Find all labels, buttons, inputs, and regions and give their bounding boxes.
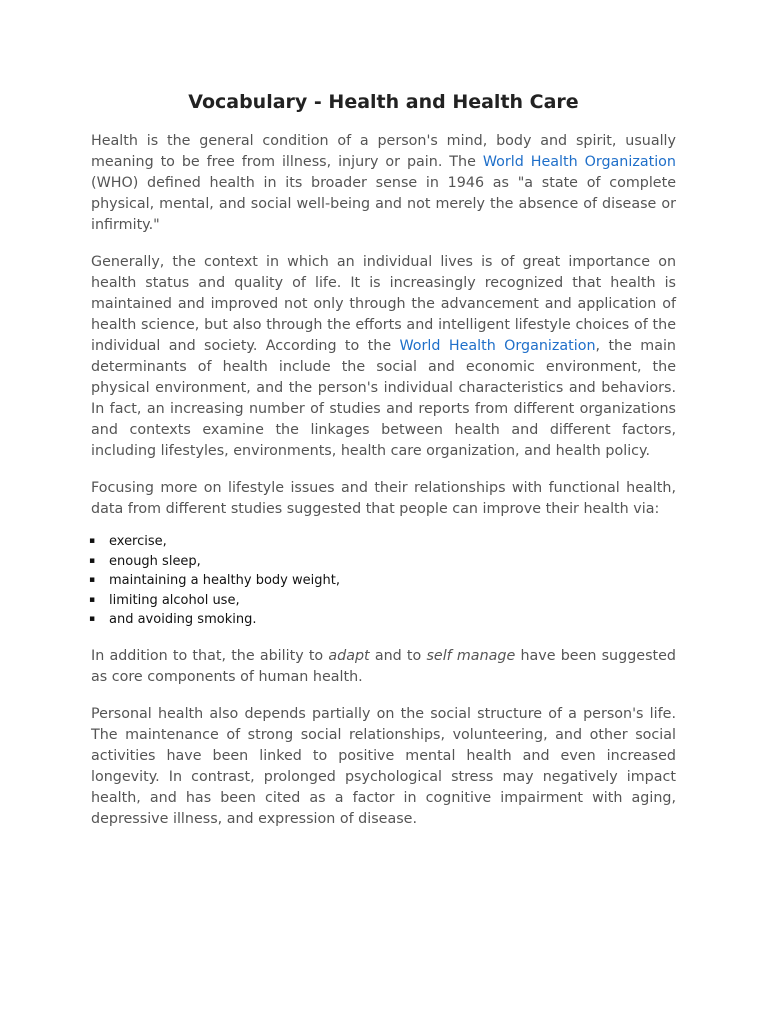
paragraph-text: , the main determinants of health include the social and economic environment, the physical environment, and the person's individual characteristics and behaviors. In fact, an increasing number of studies and reports from different organizations and contexts examine the linkages between health and different factors, including lifestyles, environments, health care organization, and health policy. bbox=[91, 338, 676, 459]
document-page bbox=[88, 88, 676, 846]
paragraph-text: (WHO) defined health in its broader sense in 1946 as "a state of complete physical, mental, and social well-being and not merely the absence of disease or infirmity." bbox=[91, 175, 676, 233]
paragraph-text: Generally, the context in which an individual lives is of great importance on health status and quality of life. It is increasingly recognized that health is maintained and improved not only through the advancement and application of health science, but also through the efforts and intelligent lifestyle choices of the individual and society. According to the bbox=[91, 254, 676, 354]
bullet-icon: ▪ bbox=[88, 575, 96, 585]
paragraph-text: In addition to that, the ability to bbox=[91, 647, 329, 664]
bullet-icon: ▪ bbox=[88, 555, 96, 566]
list-item bbox=[88, 610, 676, 630]
list-item-text: enough sleep, bbox=[109, 553, 201, 569]
paragraph-determinants bbox=[91, 252, 676, 462]
who-link[interactable]: World Health Organization bbox=[399, 338, 596, 354]
who-link[interactable]: World Health Organization bbox=[482, 154, 676, 170]
paragraph-social-structure: Personal health also depends partially on the social structure of a person's life. The maintenance of strong social relationships, volunteering, and other social activities have been linked to positive mental health and even increased longevity. In contrast, prolonged psychological stress may negatively impact health, and has been cited as a factor in cognitive impairment with aging, depressive illness, and expression of disease. bbox=[91, 705, 676, 827]
bullet-icon: ▪ bbox=[88, 614, 96, 624]
bullet-icon: ▪ bbox=[88, 594, 96, 605]
paragraph-adapt bbox=[91, 646, 676, 688]
emphasis-self-manage: self manage bbox=[426, 647, 516, 664]
list-item bbox=[88, 532, 676, 552]
list-item bbox=[88, 571, 676, 591]
emphasis-adapt: adapt bbox=[328, 647, 370, 664]
list-item-text: exercise, bbox=[109, 534, 167, 549]
list-item bbox=[88, 591, 676, 611]
bullet-icon: ▪ bbox=[88, 536, 96, 546]
list-item-text: and avoiding smoking. bbox=[109, 612, 257, 627]
paragraph-text: have been suggested as core components of human health. bbox=[91, 647, 676, 685]
page-title: Vocabulary - Health and Health Care bbox=[188, 91, 579, 113]
list-item-text: limiting alcohol use, bbox=[109, 592, 240, 608]
list-item bbox=[88, 552, 676, 572]
list-item-text: maintaining a healthy body weight, bbox=[109, 573, 340, 588]
paragraph-text: Health is the general condition of a person's mind, body and spirit, usually meaning to be free from illness, injury or pain. The bbox=[91, 133, 676, 170]
health-tips-list bbox=[88, 532, 676, 630]
paragraph-text: and to bbox=[369, 647, 427, 664]
paragraph-lifestyle: Focusing more on lifestyle issues and their relationships with functional health, data from different studies suggested that people can improve their health via: bbox=[91, 480, 676, 517]
paragraph-definition bbox=[91, 131, 676, 236]
